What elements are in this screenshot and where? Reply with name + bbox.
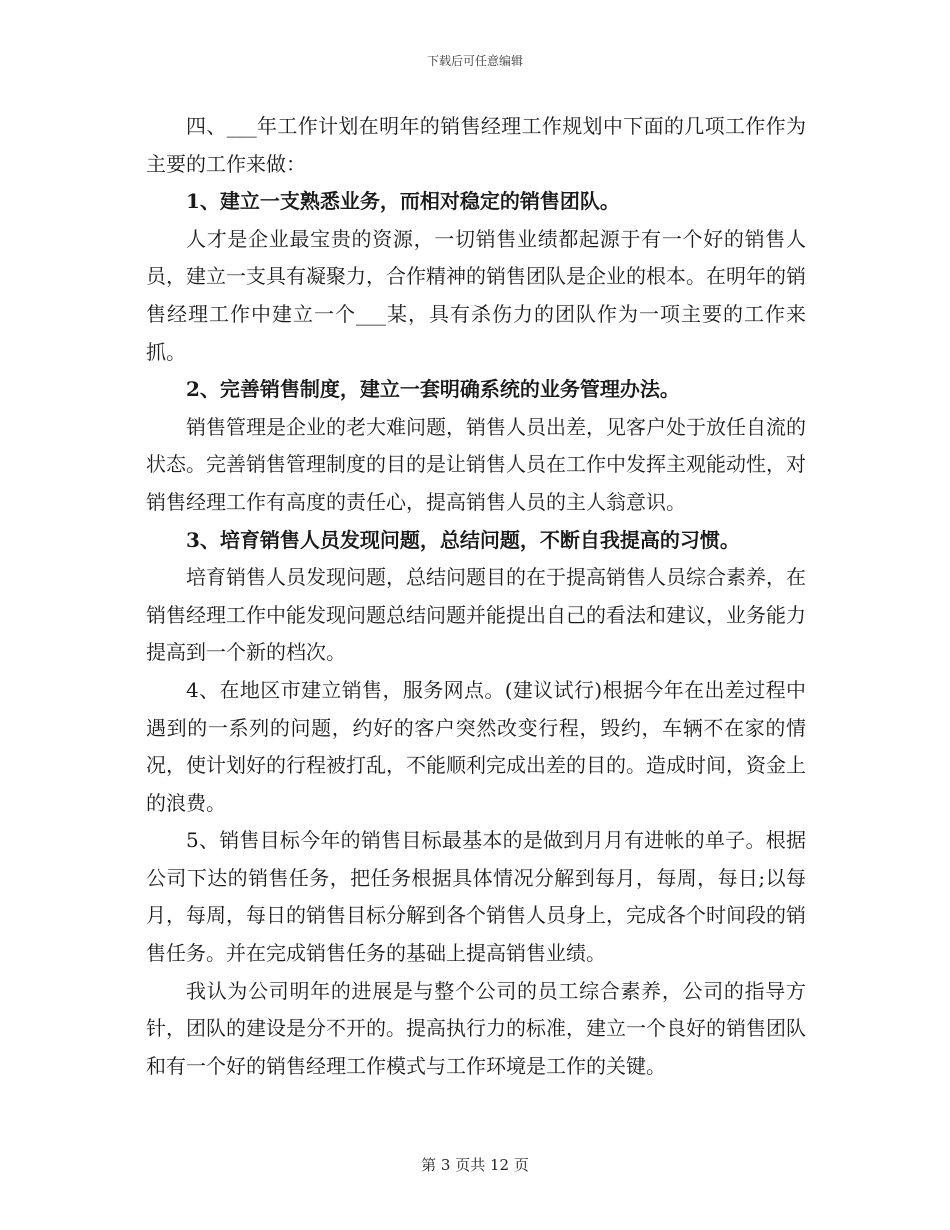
section-heading-1: 1、建立一支熟悉业务，而相对稳定的销售团队。	[186, 189, 620, 214]
header-note: 下载后可任意编辑	[426, 54, 523, 68]
body-paragraph: 销售管理是企业的老大难问题，销售人员出差，见客户处于放任自流的状态。完善销售管理制度的目的是让销售人员在工作中发挥主观能动性，对销售经理工作有高度的责任心，提高销售人员的主人翁意识。	[146, 414, 806, 514]
section-heading-2: 2、完善销售制度，建立一套明确系统的业务管理办法。	[186, 377, 680, 402]
document-body	[146, 108, 806, 1085]
item-paragraph-4: 4、在地区市建立销售，服务网点。(建议试行)根据今年在出差过程中遇到的一系列的问题，约好的客户突然改变行程，毁约，车辆不在家的情况，使计划好的行程被打乱，不能顺利完成出差的目的。造成时间，资金上的浪费。	[146, 677, 806, 815]
closing-paragraph: 我认为公司明年的进展是与整个公司的员工综合素养，公司的指导方针，团队的建设是分不开的。提高执行力的标准，建立一个良好的销售团队和有一个好的销售经理工作模式与工作环境是工作的关键。	[146, 978, 806, 1078]
page-number: 第 3 页共 12 页	[421, 1156, 529, 1174]
section-heading-3: 3、培育销售人员发现问题，总结问题，不断自我提高的习惯。	[186, 527, 740, 552]
item-paragraph-5: 5、销售目标今年的销售目标最基本的是做到月月有进帐的单子。根据公司下达的销售任务，把任务根据具体情况分解到每月，每周，每日;以每月，每周，每日的销售目标分解到各个销售人员身上，完成各个时间段的销售任务。并在完成销售任务的基础上提高销售业绩。	[146, 828, 806, 966]
body-paragraph: 培育销售人员发现问题，总结问题目的在于提高销售人员综合素养，在销售经理工作中能发现问题总结问题并能提出自己的看法和建议，业务能力提高到一个新的档次。	[146, 565, 806, 665]
body-paragraph: 人才是企业最宝贵的资源，一切销售业绩都起源于有一个好的销售人员，建立一支具有凝聚力，合作精神的销售团队是企业的根本。在明年的销售经理工作中建立一个___某，具有杀伤力的团队作为一项主要的工作来抓。	[146, 226, 806, 364]
intro-paragraph: 四、___年工作计划在明年的销售经理工作规划中下面的几项工作作为主要的工作来做：	[146, 114, 806, 176]
